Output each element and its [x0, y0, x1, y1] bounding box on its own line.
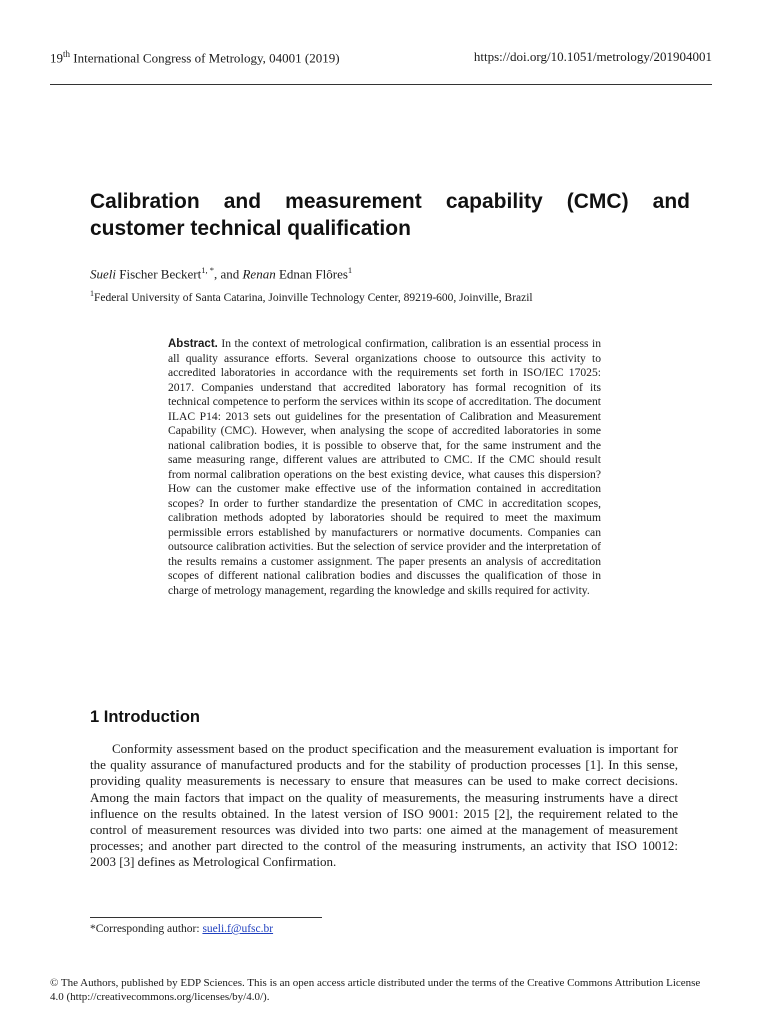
section-heading-introduction: 1 Introduction	[90, 708, 200, 726]
footnote-divider	[90, 917, 322, 918]
abstract-text: In the context of metrological confirmation, calibration is an essential process in all quality assurance efforts. Several organizations choose to outsource this activity to accredited laboratories in accordance with the requirements set forth in ISO/IEC 17025: 2017. Companies understand that accredited laboratory has formal recognition of its technical competence to perform the services within its scope of accreditation. The document ILAC P14: 2013 sets out guidelines for the presentation of Calibration and Measurement Capability (CMC). However, when analysing the scope of accredited laboratories in some national calibration bodies, it is possible to observe that, for the same instrument and the same measuring range, different values are attributed to CMC. If the CMC should result from normal calibration operations on the best existing device, what causes this dispersion? How can the customer make effective use of the information contained in accreditation scopes? In order to further standardize the presentation of CMC in accreditation scopes, calibration methods adopted by laboratories should be required to meet the maximum permissible errors established by manufacturers or normative documents. Companies can outsource calibration activities. But the selection of service provider and the interpretation of the results remains a customer assignment. The paper presents an analysis of accreditation scopes of different national calibration bodies and discusses the qualification of those in charge of metrology management, regarding the knowledge and skills required for activity.	[168, 337, 601, 597]
abstract	[168, 337, 601, 598]
conference-citation: 19th International Congress of Metrology, 04001 (2019)	[50, 49, 340, 66]
author-1-given: Sueli	[90, 266, 116, 282]
author-email-link[interactable]: sueli.f@ufsc.br	[202, 923, 274, 935]
affiliation: $^1$Federal University of Santa Catarina, Joinville Technology Center, 89219-600, Joinville, Brazil	[90, 289, 533, 304]
header-divider	[50, 84, 712, 85]
corresponding-author-footnote: *Corresponding author: sueli.f@ufsc.br	[90, 923, 274, 935]
author-list: Sueli Fischer Beckert$^{1, *}$, and Renan Ednan Flôres$^1$	[90, 265, 353, 282]
license-footer: © The Authors, published by EDP Sciences. This is an open access article distributed under the terms of the Creative Commons Attribution License 4.0 (http://creativecommons.org/licenses/by/4.0/).	[50, 977, 701, 1003]
abstract-label: Abstract.	[168, 338, 218, 350]
doi-link[interactable]: https://doi.org/10.1051/metrology/201904001	[473, 49, 712, 64]
running-header	[50, 49, 712, 73]
paper-title: Calibration and measurement capability (CMC) and customer technical qualification	[90, 190, 690, 240]
author-2-given: Renan	[242, 266, 276, 282]
introduction-paragraph: Conformity assessment based on the product specification and the measurement evaluation is important for the quality assurance of manufactured products and for the stability of production processes [1]. In this sense, providing quality measurements is necessary to ensure that measures can be used to make correct decisions. Among the main factors that impact on the quality of measurements, the measuring instruments have a direct influence on the results obtained. In the latest version of ISO 9001: 2015 [2], the requirement related to the control of measurement resources was divided into two parts: one aimed at the management of measurement processes; and another part directed to the control of the measuring instruments, an activity that ISO 10012: 2003 [3] defines as Metrological Confirmation.	[90, 741, 678, 870]
